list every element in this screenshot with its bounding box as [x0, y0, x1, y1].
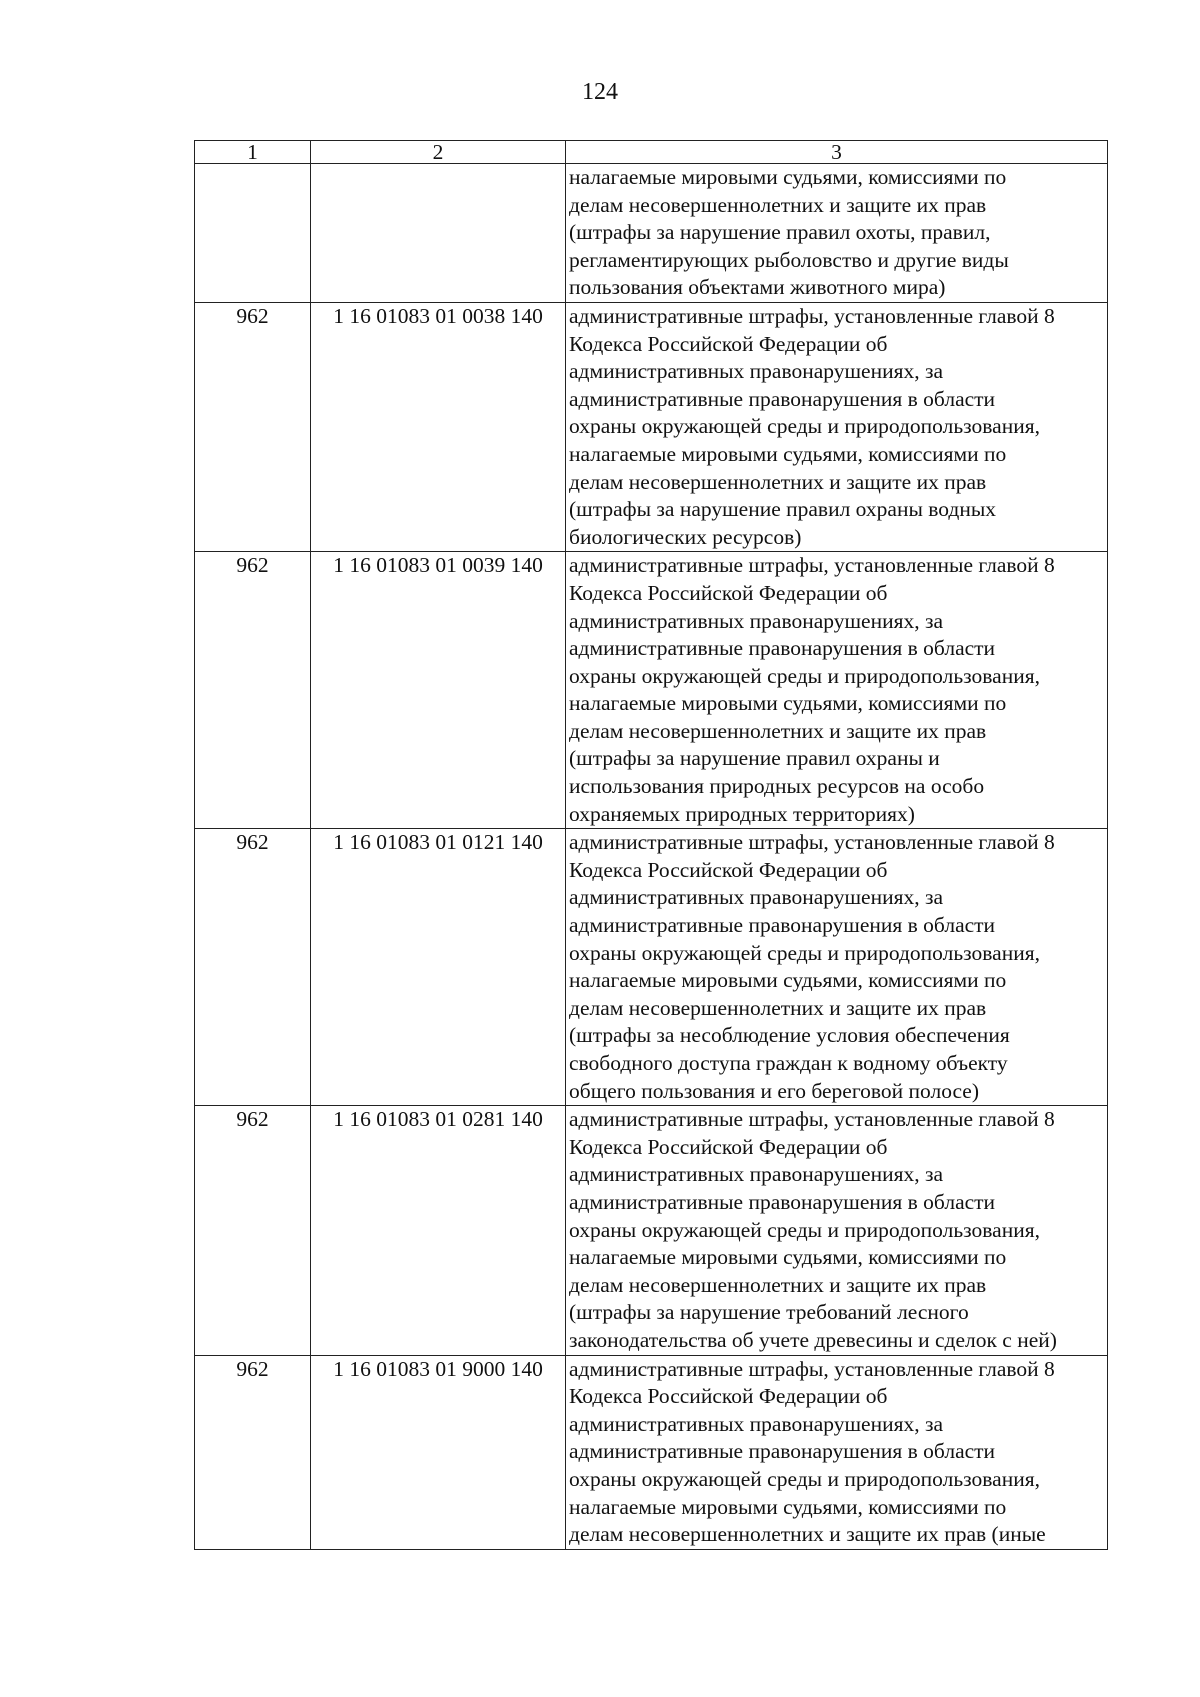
- description-cell: [566, 302, 1108, 551]
- description-line: административные штрафы, установленные главой 8: [569, 303, 1055, 328]
- description-line: Кодекса Российской Федерации об: [569, 857, 888, 882]
- description-line: Кодекса Российской Федерации об: [569, 331, 888, 356]
- table-body: [195, 164, 1108, 1550]
- budget-classification-code-cell: 1 16 01083 01 0281 140: [311, 1106, 566, 1355]
- description-line: административные правонарушения в области: [569, 636, 996, 661]
- budget-classification-code-cell: 1 16 01083 01 0039 140: [311, 552, 566, 829]
- description-line: (штрафы за нарушение правил охоты, правил,: [569, 220, 991, 245]
- description-line: налагаемые мировыми судьями, комиссиями по: [569, 1245, 1007, 1270]
- table-row: [195, 829, 1108, 1106]
- description-line: административные правонарушения в области: [569, 1439, 996, 1464]
- description-line: административные правонарушения в области: [569, 913, 996, 938]
- description-line: налагаемые мировыми судьями, комиссиями по: [569, 165, 1007, 189]
- description-line: делам несовершеннолетних и защите их прав: [569, 469, 987, 494]
- description-line: охраны окружающей среды и природопользования,: [569, 1217, 1040, 1242]
- description-line: охраны окружающей среды и природопользования,: [569, 414, 1040, 439]
- description-line: делам несовершеннолетних и защите их прав: [569, 718, 987, 743]
- description-line: налагаемые мировыми судьями, комиссиями по: [569, 1494, 1007, 1519]
- description-line: делам несовершеннолетних и защите их прав: [569, 192, 987, 217]
- description-line: регламентирующих рыболовство и другие виды: [569, 247, 1009, 272]
- description-line: биологических ресурсов): [569, 524, 802, 549]
- description-cell: [566, 164, 1108, 303]
- description-line: делам несовершеннолетних и защите их прав (иные: [569, 1522, 1046, 1547]
- budget-classification-code-cell: 1 16 01083 01 0121 140: [311, 829, 566, 1106]
- description-line: административные правонарушения в области: [569, 1189, 996, 1214]
- description-line: Кодекса Российской Федерации об: [569, 1384, 888, 1409]
- description-line: административные штрафы, установленные главой 8: [569, 1107, 1055, 1132]
- description-line: использования природных ресурсов на особо: [569, 774, 985, 799]
- budget-classification-code-cell: 1 16 01083 01 0038 140: [311, 302, 566, 551]
- table-row: [195, 164, 1108, 303]
- column-header-3: 3: [566, 141, 1108, 164]
- admin-code-cell: 962: [195, 552, 311, 829]
- description-line: налагаемые мировыми судьями, комиссиями по: [569, 441, 1007, 466]
- description-line: налагаемые мировыми судьями, комиссиями по: [569, 691, 1007, 716]
- description-line: административных правонарушениях, за: [569, 885, 944, 910]
- description-line: административные штрафы, установленные главой 8: [569, 830, 1055, 855]
- description-line: административные правонарушения в области: [569, 386, 996, 411]
- description-line: административных правонарушениях, за: [569, 1162, 944, 1187]
- page-number: 124: [582, 79, 618, 105]
- table-row: [195, 1355, 1108, 1549]
- admin-code-cell: 962: [195, 1106, 311, 1355]
- description-line: охраны окружающей среды и природопользования,: [569, 663, 1040, 688]
- description-line: административных правонарушениях, за: [569, 359, 944, 384]
- description-line: законодательства об учете древесины и сделок с ней): [569, 1327, 1057, 1352]
- description-line: охраны окружающей среды и природопользования,: [569, 940, 1040, 965]
- table-row: [195, 1106, 1108, 1355]
- description-line: свободного доступа граждан к водному объекту: [569, 1051, 1008, 1075]
- description-line: административные штрафы, установленные главой 8: [569, 553, 1055, 578]
- description-line: (штрафы за нарушение правил охраны и: [569, 746, 940, 771]
- description-line: общего пользования и его береговой полосе): [569, 1078, 979, 1103]
- admin-code-cell: 962: [195, 829, 311, 1106]
- description-line: (штрафы за несоблюдение условия обеспечения: [569, 1023, 1010, 1048]
- table-header: [195, 141, 1108, 164]
- header-row: [195, 141, 1108, 164]
- budget-classification-code-cell: 1 16 01083 01 9000 140: [311, 1355, 566, 1549]
- description-line: (штрафы за нарушение требований лесного: [569, 1300, 969, 1325]
- admin-code-cell: 962: [195, 302, 311, 551]
- description-line: охраняемых природных территориях): [569, 801, 915, 826]
- description-line: Кодекса Российской Федерации об: [569, 1134, 888, 1159]
- description-line: делам несовершеннолетних и защите их прав: [569, 995, 987, 1020]
- description-line: охраны окружающей среды и природопользования,: [569, 1466, 1040, 1491]
- description-line: (штрафы за нарушение правил охраны водных: [569, 497, 997, 522]
- admin-code-cell: 962: [195, 1355, 311, 1549]
- description-cell: [566, 1106, 1108, 1355]
- description-cell: [566, 829, 1108, 1106]
- column-header-2: 2: [311, 141, 566, 164]
- fines-table: [194, 140, 1108, 1550]
- description-cell: [566, 552, 1108, 829]
- admin-code-cell: [195, 164, 311, 303]
- description-line: административных правонарушениях, за: [569, 1411, 944, 1436]
- description-line: пользования объектами животного мира): [569, 275, 946, 300]
- column-header-1: 1: [195, 141, 311, 164]
- table-row: [195, 552, 1108, 829]
- description-line: административных правонарушениях, за: [569, 608, 944, 633]
- budget-classification-code-cell: [311, 164, 566, 303]
- description-line: Кодекса Российской Федерации об: [569, 580, 888, 605]
- description-line: административные штрафы, установленные главой 8: [569, 1356, 1055, 1381]
- description-line: налагаемые мировыми судьями, комиссиями по: [569, 968, 1007, 993]
- description-cell: [566, 1355, 1108, 1549]
- table-row: [195, 302, 1108, 551]
- description-line: делам несовершеннолетних и защите их прав: [569, 1272, 987, 1297]
